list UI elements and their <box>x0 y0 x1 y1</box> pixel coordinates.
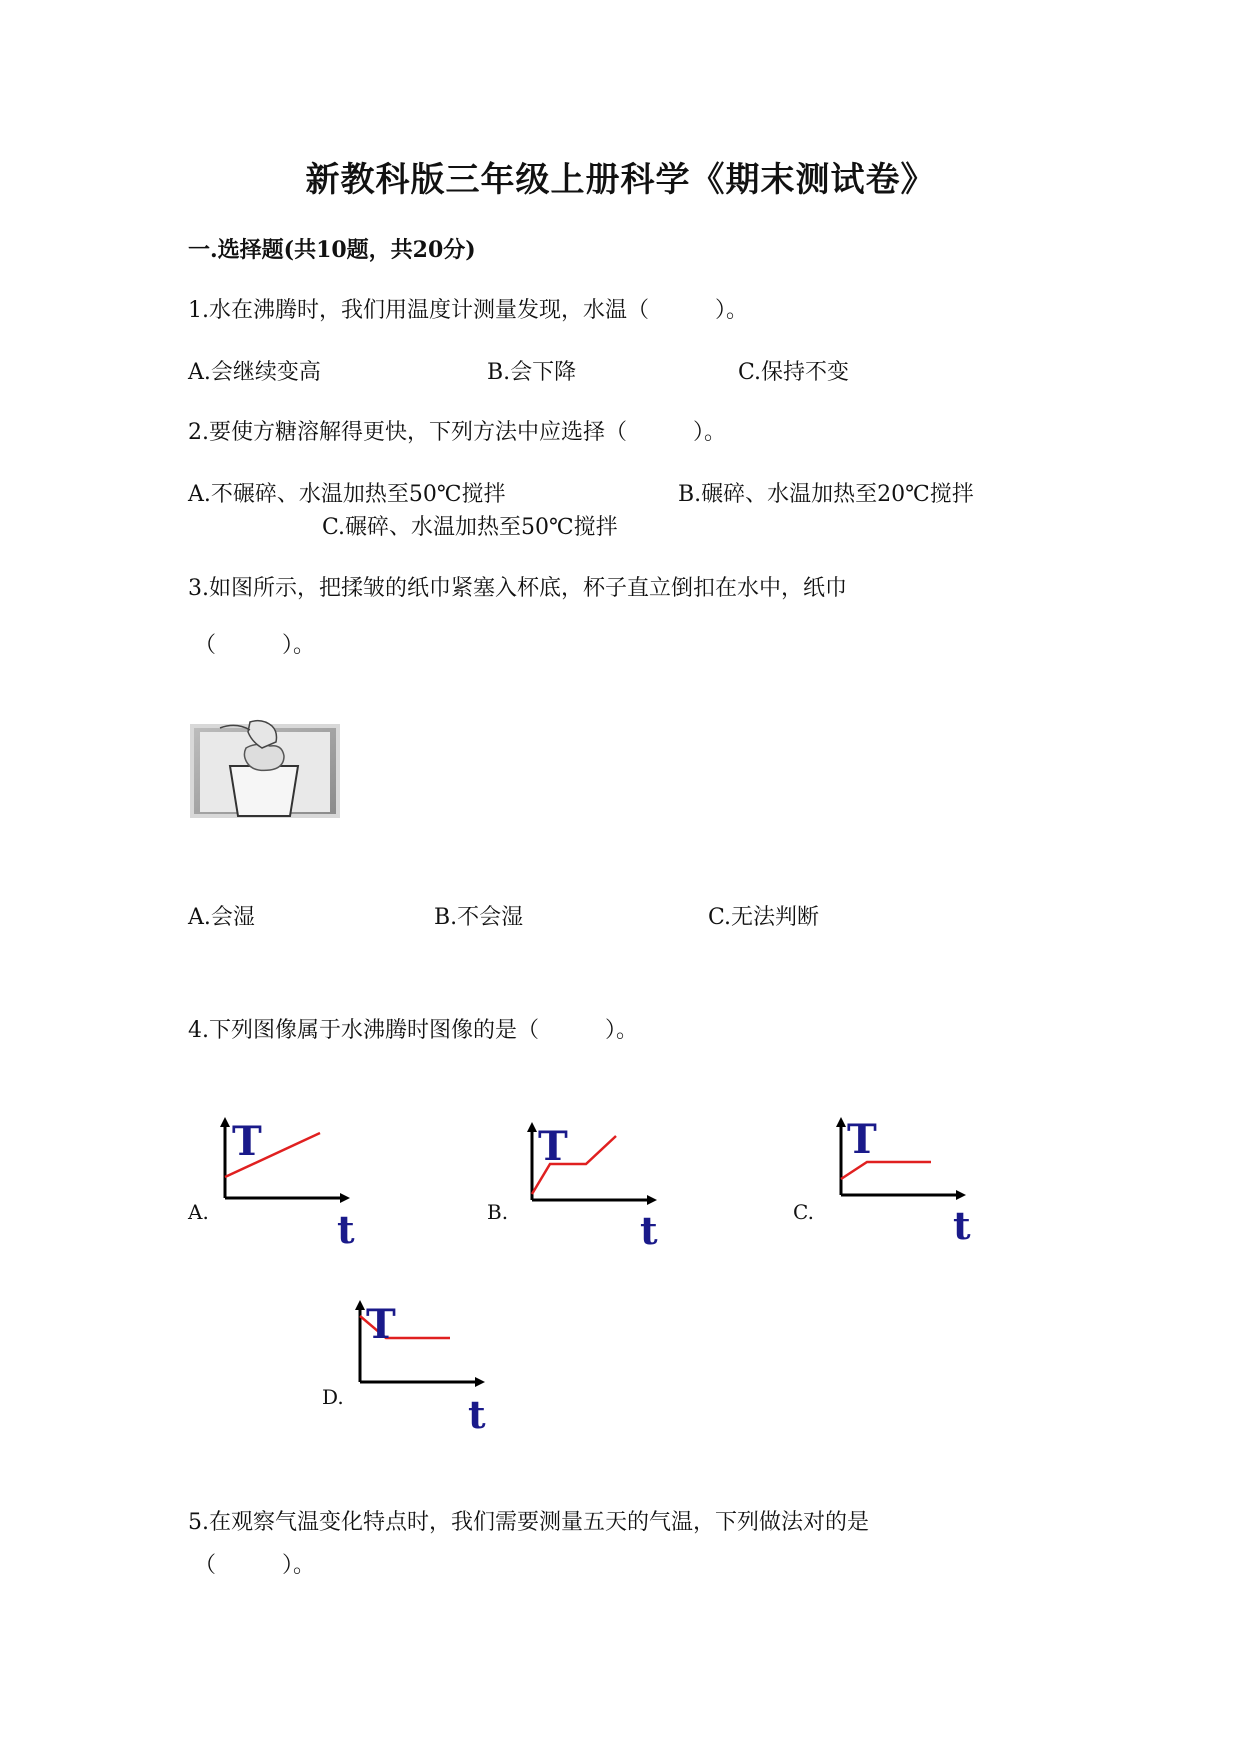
question-2-stem: 2.要使方糖溶解得更快，下列方法中应选择（ ）。 <box>188 420 726 445</box>
graph-d-axis-t-upper: T <box>366 1301 396 1348</box>
question-3-stem-line2: （ ）。 <box>194 633 316 658</box>
question-5-stem-line1: 5.在观察气温变化特点时，我们需要测量五天的气温，下列做法对的是 <box>188 1510 869 1535</box>
q3-option-c[interactable]: C.无法判断 <box>708 905 820 930</box>
page-title: 新教科版三年级上册科学《期末测试卷》 <box>305 160 936 200</box>
q2-option-a[interactable]: A.不碾碎、水温加热至50℃搅拌 <box>188 482 506 507</box>
graph-a-axis-t-lower: t <box>337 1207 355 1252</box>
q4-option-d-label[interactable]: D. <box>322 1385 344 1409</box>
section-heading: 一.选择题(共10题，共20分) <box>188 237 476 263</box>
graph-c-axis-t-lower: t <box>953 1203 971 1248</box>
graph-a-axis-t-upper: T <box>232 1118 262 1165</box>
q1-option-c[interactable]: C.保持不变 <box>738 360 850 385</box>
graph-d-fall-then-flat <box>350 1298 495 1437</box>
graph-a-temperature-rises <box>215 1115 360 1252</box>
q4-option-c-label[interactable]: C. <box>793 1200 814 1224</box>
q1-option-a[interactable]: A.会继续变高 <box>188 360 321 385</box>
question-4-stem: 4.下列图像属于水沸腾时图像的是（ ）。 <box>188 1018 638 1043</box>
q2-option-b[interactable]: B.碾碎、水温加热至20℃搅拌 <box>678 482 974 507</box>
q2-option-c[interactable]: C.碾碎、水温加热至50℃搅拌 <box>322 515 618 540</box>
graph-b-axis-t-upper: T <box>538 1123 568 1170</box>
q3-option-b[interactable]: B.不会湿 <box>434 905 524 930</box>
q1-option-b[interactable]: B.会下降 <box>487 360 577 385</box>
question-5-stem-line2: （ ）。 <box>194 1553 316 1578</box>
question-1-stem: 1.水在沸腾时，我们用温度计测量发现，水温（ ）。 <box>188 298 748 323</box>
graph-c-axis-t-upper: T <box>847 1116 877 1163</box>
q4-option-b-label[interactable]: B. <box>487 1200 509 1224</box>
graph-d-axis-t-lower: t <box>468 1392 486 1437</box>
cup-with-paper-towel-icon <box>190 718 340 820</box>
graph-b-axis-t-lower: t <box>640 1208 658 1253</box>
graph-b-rise-flat-rise <box>522 1120 667 1253</box>
q4-option-a-label[interactable]: A. <box>188 1200 209 1224</box>
graph-c-rise-then-flat <box>831 1115 976 1248</box>
q3-option-a[interactable]: A.会湿 <box>188 905 255 930</box>
question-3-stem-line1: 3.如图所示，把揉皱的纸巾紧塞入杯底，杯子直立倒扣在水中，纸巾 <box>188 576 847 601</box>
